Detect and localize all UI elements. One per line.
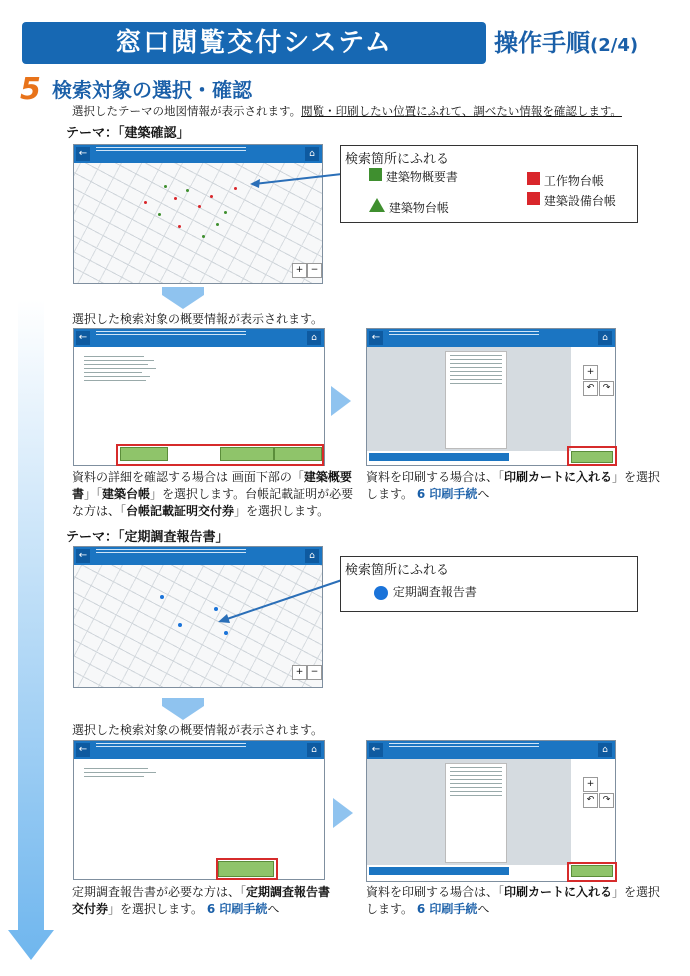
theme2-summary-caption: 選択した検索対象の概要情報が表示されます。 xyxy=(72,723,324,737)
green-triangle-icon xyxy=(369,198,385,212)
intro-text xyxy=(72,103,622,119)
back-arrow-icon: ← xyxy=(76,743,90,757)
green-square-icon xyxy=(369,168,382,181)
theme1-legend xyxy=(340,145,638,223)
zoom-in-icon: + xyxy=(583,777,598,792)
back-arrow-icon: ← xyxy=(76,331,90,345)
legend-title: 検索箇所にふれる xyxy=(345,563,450,578)
blue-circle-icon xyxy=(373,585,389,601)
right-arrow-icon xyxy=(331,386,351,416)
highlight-box xyxy=(116,444,324,466)
theme1-right-caption: 資料を印刷する場合は、「印刷カートに入れる」を選択します。 6 印刷手続へ xyxy=(366,470,661,501)
zoom-in-icon: + xyxy=(292,665,307,680)
theme2-summary-screenshot xyxy=(73,740,325,880)
rotate-left-icon: ↶ xyxy=(583,381,598,396)
intro-plain: 選択したテーマの地図情報が表示されます。 xyxy=(72,104,302,118)
legend-item-label: 工作物台帳 xyxy=(543,174,604,188)
theme1-summary-caption: 選択した検索対象の概要情報が表示されます。 xyxy=(72,312,324,326)
zoom-out-icon: − xyxy=(307,665,322,680)
zoom-out-icon: − xyxy=(307,263,322,278)
legend-item-label: 建築設備台帳 xyxy=(543,194,616,208)
theme2-print-screenshot xyxy=(366,740,616,882)
legend-title: 検索箇所にふれる xyxy=(345,152,450,167)
pointer-arrow xyxy=(216,578,344,624)
highlight-box xyxy=(567,862,617,882)
theme1-label: テーマ：「建築確認」 xyxy=(66,126,190,141)
home-icon: ⌂ xyxy=(305,147,319,161)
step-number: 5 xyxy=(20,72,41,107)
theme2-left-caption: 定期調査報告書が必要な方は、「定期調査報告書交付券」を選択します。 6 印刷手続へ xyxy=(72,885,331,916)
down-arrow-icon xyxy=(158,698,208,722)
pointer-arrow xyxy=(248,170,344,190)
page-indicator: (2/4) xyxy=(590,35,639,56)
zoom-in-icon: + xyxy=(292,263,307,278)
home-icon: ⌂ xyxy=(307,743,321,757)
rotate-right-icon: ↷ xyxy=(599,793,614,808)
theme2-label: テーマ：「定期調査報告書」 xyxy=(66,530,229,545)
highlight-box xyxy=(216,858,278,880)
right-arrow-icon xyxy=(333,798,353,828)
theme1-left-caption: 資料の詳細を確認する場合は 画面下部の「建築概要書」「建築台帳」を選択します。台帳記載証明が必要な方は、「台帳記載証明交付券」を選択します。 xyxy=(72,470,354,518)
zoom-in-icon: + xyxy=(583,365,598,380)
back-arrow-icon: ← xyxy=(369,331,383,345)
home-icon: ⌂ xyxy=(305,549,319,563)
back-arrow-icon: ← xyxy=(369,743,383,757)
procedure-label: 操作手順 xyxy=(494,29,590,57)
home-icon: ⌂ xyxy=(307,331,321,345)
home-icon: ⌂ xyxy=(598,743,612,757)
legend-item-label: 定期調査報告書 xyxy=(392,585,477,599)
system-title-banner: 窓口閲覧交付システム xyxy=(22,22,486,64)
intro-underlined: 閲覧・印刷したい位置にふれて、調べたい情報を確認します。 xyxy=(301,104,622,118)
red-square-icon xyxy=(527,192,540,205)
red-square-icon xyxy=(527,172,540,185)
flow-arrow-graphic xyxy=(6,300,56,962)
print-procedure-link[interactable]: 6 印刷手続 xyxy=(416,487,478,501)
home-icon: ⌂ xyxy=(598,331,612,345)
print-procedure-link[interactable]: 6 印刷手続 xyxy=(206,902,268,916)
procedure-heading xyxy=(494,22,638,64)
theme2-right-caption: 資料を印刷する場合は、「印刷カートに入れる」を選択します。 6 印刷手続へ xyxy=(366,885,661,916)
back-arrow-icon: ← xyxy=(76,147,90,161)
theme2-legend xyxy=(340,556,638,612)
rotate-left-icon: ↶ xyxy=(583,793,598,808)
back-arrow-icon: ← xyxy=(76,549,90,563)
rotate-right-icon: ↷ xyxy=(599,381,614,396)
theme1-map-screenshot xyxy=(73,144,323,284)
legend-item-label: 建築物概要書 xyxy=(385,170,458,184)
down-arrow-icon xyxy=(158,287,208,311)
legend-item-label: 建築物台帳 xyxy=(388,201,449,215)
section-title: 検索対象の選択・確認 xyxy=(52,78,252,102)
highlight-box xyxy=(567,446,617,466)
print-procedure-link[interactable]: 6 印刷手続 xyxy=(416,902,478,916)
